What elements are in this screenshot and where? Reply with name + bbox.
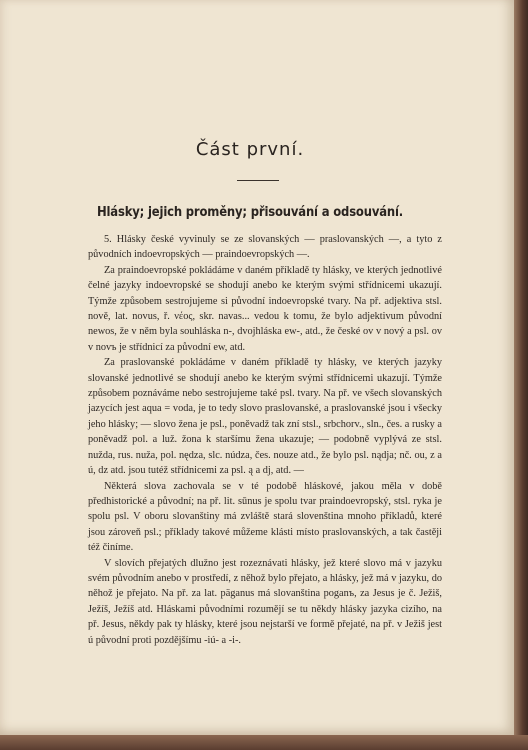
chapter-title: Hlásky; jejich proměny; přisouvání a odsouvání. [96, 204, 404, 220]
page-edge-right [514, 0, 528, 750]
title-divider [237, 180, 279, 181]
body-text [88, 232, 442, 648]
paragraph: V slovích přejatých dlužno jest rozeznávati hlásky, jež které slovo má v jazyku svém původním anebo v prostředí, z něhož bylo přejato, a hlásky, jež má v jazyku, do něhož je přejato. Na př. za lat. päganus má slovanština poganъ, za Jesus je č. Ježiš, Ježíš, Ježíš atd. Hláskami původními rozumějí se tu někdy hlásky jazyka cizího, na př. Jesus, někdy pak ty hlásky, které jsou nejstarší ve formě přejaté, na př. v Ježiš jest ú původní proti pozdějšímu -iú- a -i-. [88, 557, 442, 646]
paragraph: Za praslovanské pokládáme v daném příkladě ty hlásky, ve kterých jazyky slovanské jednotlivé se shodují anebo ke kterým svými střídnicemi ukazují. Týmže způsobem poznáváme nebo sestrojujeme také psl. tvary. Na př. ve všech slovanských jazycích jest aqua = voda, je to tedy slovo praslovanské, a praslovanské jsou i všecky jeho hlásky; — slovo žena je psl., poněvadž tak zní stsl., srbchorv., sln., čes. a rusky a poněvadž pol. a luž. žona k staršímu žena ukazuje; — podobně vyplývá ze stsl. nužda, rus. nuža, pol. nędza, slc. núdza, čes. nouze atd., že bylo psl. nądja; nč. ou, z a ú, dz atd. jsou tutéž střídnicemi za psl. ą a dj, atd. — [88, 357, 442, 477]
page-edge-bottom [0, 735, 528, 750]
paragraph: Některá slova zachovala se v té podobě hláskové, jakou měla v době předhistorické a původní; na př. lit. sūnus je spolu tvar praindoevropský, stsl. ryka je spolu psl. V oboru slovanštiny má zvláště stará slovenština mnoho příkladů, které jsou zároveň psl.; příklady takové můžeme klásti místo praslovanských, a tak častěji též činíme. [88, 480, 442, 554]
paragraph: 5. Hlásky české vyvinuly se ze slovanských — praslovanských —, a tyto z původních indoevropských — praindoevropských —. [88, 234, 442, 261]
paragraph: Za praindoevropské pokládáme v daném příkladě ty hlásky, ve kterých jednotlivé čelné jazyky indoevropské se shodují anebo ke kterým svými střídnicemi ukazují. Týmže způsobem sestrojujeme si původní indoevropské tvary. Na př. adjektiva stsl. nově, lat. novus, ř. νέος, skr. navas... vedou k tomu, že bylo adjektivum původní newos, že v něm byla souhláska n-, dvojhláska ew-, atd., že české ov v nový a psl. ov v novъ je střídnicí za původní ew, atd. [88, 264, 442, 353]
part-title: Část první. [195, 139, 305, 160]
